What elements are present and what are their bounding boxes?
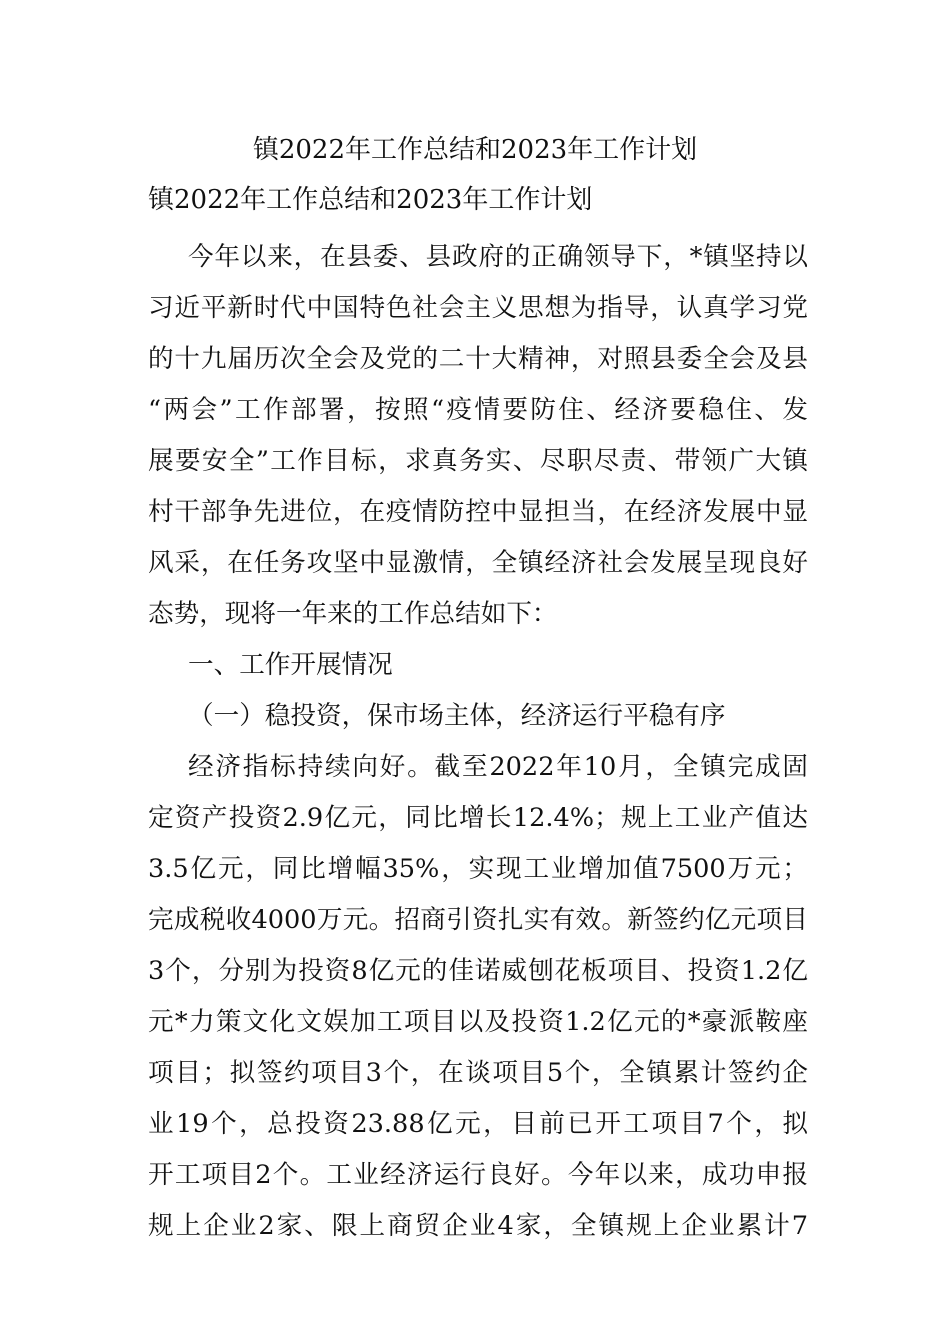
body-line: 元*力策文化文娱加工项目以及投资1.2亿元的*豪派鞍座 [148, 1007, 808, 1037]
body-line: “两会”工作部署，按照“疫情要防住、经济要稳住、发 [148, 395, 808, 425]
body-line: 3个，分别为投资8亿元的佳诺威刨花板项目、投资1.2亿 [148, 956, 808, 986]
body-line: 规上企业2家、限上商贸企业4家，全镇规上企业累计7 [148, 1211, 808, 1241]
body-line: 经济指标持续向好。截至2022年10月，全镇完成固 [188, 752, 808, 782]
body-line: 风采，在任务攻坚中显激情，全镇经济社会发展呈现良好 [148, 548, 808, 578]
document-title: 镇2022年工作总结和2023年工作计划 [252, 135, 698, 165]
body-line: 3.5亿元，同比增幅35%，实现工业增加值7500万元； [148, 854, 808, 884]
document-subtitle: 镇2022年工作总结和2023年工作计划 [148, 185, 593, 215]
subsection-heading: （一）稳投资，保市场主体，经济运行平稳有序 [188, 701, 726, 731]
body-line: 完成税收4000万元。招商引资扎实有效。新签约亿元项目 [148, 905, 808, 935]
document-body [148, 232, 808, 1252]
body-line: 的十九届历次全会及党的二十大精神，对照县委全会及县 [148, 344, 808, 374]
body-line: 展要安全”工作目标，求真务实、尽职尽责、带领广大镇 [148, 446, 808, 476]
body-line: 今年以来，在县委、县政府的正确领导下，*镇坚持以 [188, 242, 808, 272]
body-line: 业19个，总投资23.88亿元，目前已开工项目7个，拟 [148, 1109, 808, 1139]
body-line: 项目；拟签约项目3个，在谈项目5个，全镇累计签约企 [148, 1058, 808, 1088]
body-line: 习近平新时代中国特色社会主义思想为指导，认真学习党 [148, 293, 808, 323]
body-line: 态势，现将一年来的工作总结如下： [148, 599, 558, 629]
body-line: 定资产投资2.9亿元，同比增长12.4%；规上工业产值达 [148, 803, 808, 833]
body-line: 村干部争先进位，在疫情防控中显担当，在经济发展中显 [148, 497, 808, 527]
body-line: 开工项目2个。工业经济运行良好。今年以来，成功申报 [148, 1160, 808, 1190]
section-heading: 一、工作开展情况 [188, 650, 393, 680]
